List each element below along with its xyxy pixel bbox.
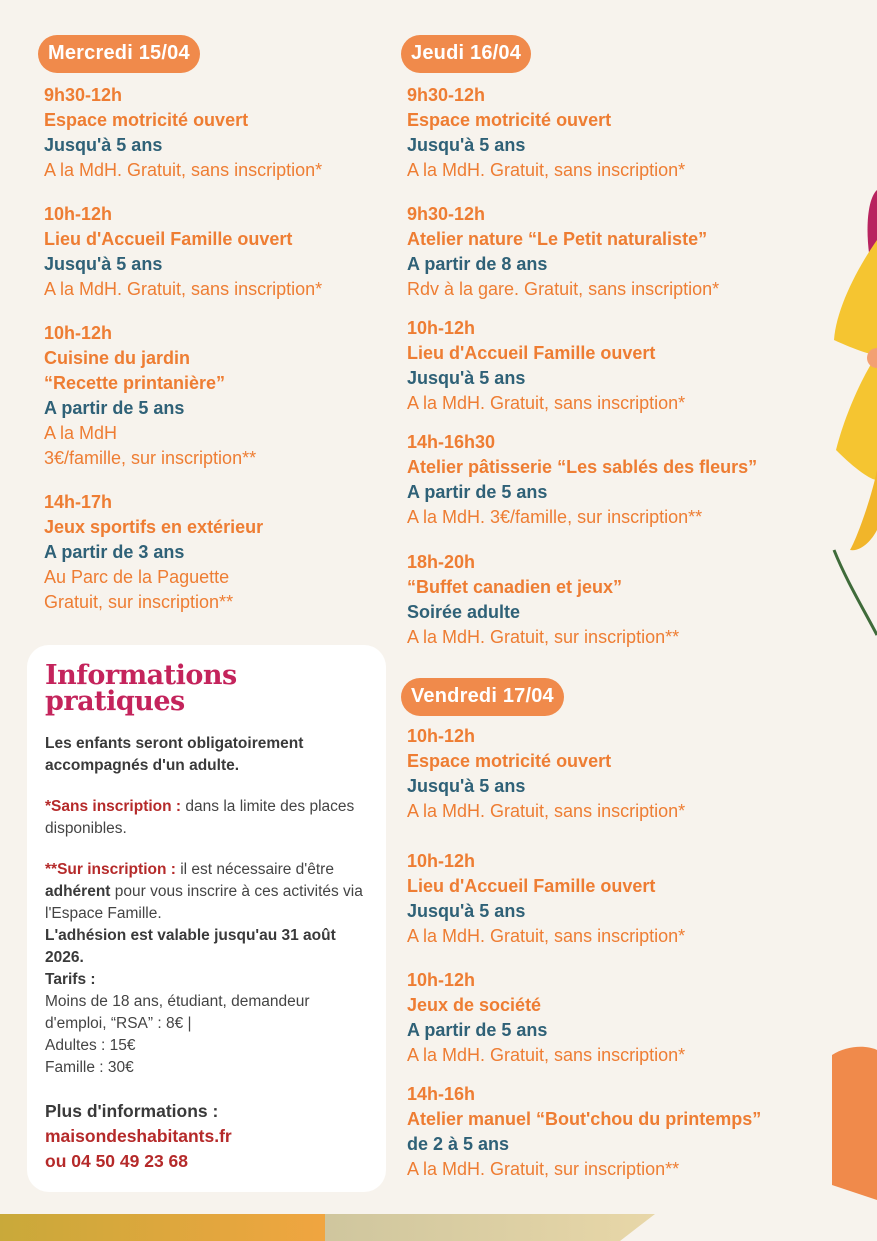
flower-decoration-icon [826,180,877,640]
event-info: Rdv à la gare. Gratuit, sans inscription* [407,279,720,299]
event-item [407,968,831,1068]
event-info: A la MdH. Gratuit, sans inscription* [44,160,323,180]
event-info: A la MdH. Gratuit, sur inscription** [407,1159,680,1179]
event-age: Jusqu'à 5 ans [407,901,526,921]
event-time: 10h-12h [407,970,476,990]
event-time: 10h-12h [407,318,476,338]
day-heading-wednesday: Mercredi 15/04 [38,35,200,73]
event-age: Jusqu'à 5 ans [44,254,163,274]
info-adhesion: L'adhésion est valable jusqu'au 31 août 2026. [45,927,336,966]
day-column-wednesday [38,35,388,615]
event-title: Atelier manuel “Bout'chou du printemps” [407,1109,762,1129]
event-item [44,202,388,302]
event-info: A la MdH. Gratuit, sans inscription* [407,1045,686,1065]
event-time: 14h-16h30 [407,432,496,452]
event-item [407,1082,831,1182]
event-info: Au Parc de la Paguette Gratuit, sur inscription** [44,567,234,612]
event-item [44,321,388,471]
sur-inscription-text: il est nécessaire d'être [175,861,334,878]
website-link[interactable]: maisondeshabitants.fr [45,1126,232,1146]
event-title: “Buffet canadien et jeux” [407,577,623,597]
event-title: Jeux sportifs en extérieur [44,517,264,537]
day-column-thursday-friday [401,35,831,1182]
event-time: 10h-12h [44,323,113,343]
event-age: Jusqu'à 5 ans [407,776,526,796]
event-item [407,849,831,949]
sur-inscription-label: **Sur inscription : [45,861,176,878]
event-info: A la MdH. Gratuit, sans inscription* [407,393,686,413]
adherent-text: adhérent [45,883,111,900]
event-item [407,202,831,302]
event-item [407,550,831,650]
phone-number[interactable]: ou 04 50 49 23 68 [45,1151,189,1171]
event-item [407,83,831,183]
event-info: A la MdH. Gratuit, sur inscription** [407,627,680,647]
event-age: de 2 à 5 ans [407,1134,510,1154]
event-title: Espace motricité ouvert [407,751,612,771]
event-item [44,83,388,183]
event-time: 10h-12h [407,726,476,746]
event-title: Espace motricité ouvert [44,110,249,130]
event-title: Cuisine du jardin “Recette printanière” [44,348,226,393]
event-age: Jusqu'à 5 ans [44,135,163,155]
event-age: A partir de 8 ans [407,254,548,274]
event-title: Lieu d'Accueil Famille ouvert [44,229,293,249]
tarifs-label: Tarifs : [45,971,96,988]
tarifs-line: Adultes : 15€ [45,1037,136,1054]
event-age: Jusqu'à 5 ans [407,135,526,155]
event-item [44,490,388,615]
sans-inscription-text: dans la limite des places disponibles. [45,798,355,837]
event-time: 9h30-12h [407,204,486,224]
event-info: A la MdH. 3€/famille, sur inscription** [407,507,703,527]
event-title: Lieu d'Accueil Famille ouvert [407,876,656,896]
tarifs-line: Famille : 30€ [45,1059,134,1076]
event-time: 14h-17h [44,492,113,512]
event-info: A la MdH. Gratuit, sans inscription* [407,160,686,180]
event-age: A partir de 3 ans [44,542,185,562]
orange-leaf-decoration-icon [832,1045,877,1200]
event-time: 14h-16h [407,1084,476,1104]
event-time: 9h30-12h [407,85,486,105]
event-time: 9h30-12h [44,85,123,105]
event-time: 18h-20h [407,552,476,572]
info-box [27,645,386,1192]
info-title: Informations pratiques [45,660,237,717]
day-heading-thursday: Jeudi 16/04 [401,35,531,73]
info-accompany: Les enfants seront obligatoirement accompagnés d'un adulte. [45,735,304,774]
info-sans-inscription [45,796,368,840]
event-time: 10h-12h [44,204,113,224]
event-info: A la MdH 3€/famille, sur inscription** [44,423,257,468]
tarifs-line: Moins de 18 ans, étudiant, demandeur d'emploi, “RSA” : 8€ | [45,993,310,1032]
event-item [407,316,831,416]
event-title: Atelier nature “Le Petit naturaliste” [407,229,708,249]
event-age: Soirée adulte [407,602,521,622]
event-age: A partir de 5 ans [44,398,185,418]
footer-band [0,1214,877,1241]
event-item [407,430,831,530]
event-title: Espace motricité ouvert [407,110,612,130]
event-info: A la MdH. Gratuit, sans inscription* [44,279,323,299]
event-title: Atelier pâtisserie “Les sablés des fleurs” [407,457,758,477]
event-title: Jeux de société [407,995,542,1015]
event-age: A partir de 5 ans [407,482,548,502]
sur-inscription-text-2: pour vous inscrire à ces activités via l'Espace Famille. [45,883,363,922]
event-item [407,724,831,824]
event-age: Jusqu'à 5 ans [407,368,526,388]
event-info: A la MdH. Gratuit, sans inscription* [407,801,686,821]
event-info: A la MdH. Gratuit, sans inscription* [407,926,686,946]
event-title: Lieu d'Accueil Famille ouvert [407,343,656,363]
sans-inscription-label: *Sans inscription : [45,798,182,815]
event-age: A partir de 5 ans [407,1020,548,1040]
event-time: 10h-12h [407,851,476,871]
day-heading-friday: Vendredi 17/04 [401,678,564,716]
more-info-label: Plus d'informations : [45,1101,219,1121]
info-sur-inscription [45,859,368,925]
